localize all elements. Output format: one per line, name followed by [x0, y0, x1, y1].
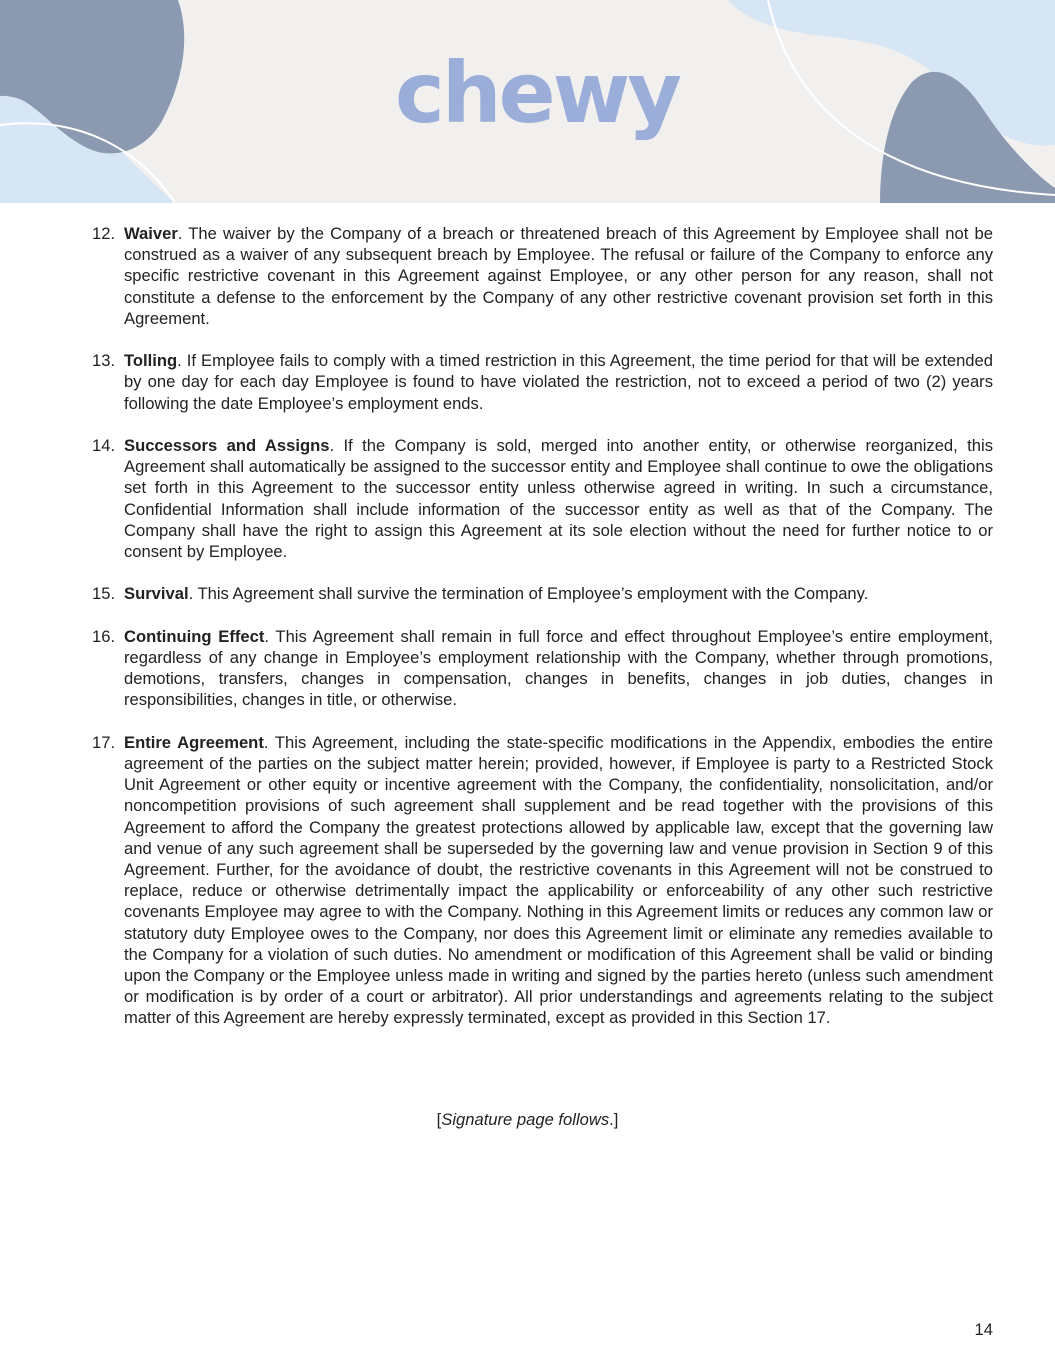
- section-text: . If Employee fails to comply with a timed restriction in this Agreement, the time period for that will be extended by one day for each day Employee is found to have violated the restriction, not to exceed a period of two (2) years following the date Employee’s employment ends.: [124, 351, 993, 413]
- section-number: 12.: [92, 224, 116, 243]
- section-number: 14.: [92, 436, 116, 455]
- signature-note: [0, 1110, 1055, 1130]
- section-heading: Successors and Assigns: [124, 436, 330, 455]
- section-heading: Survival: [124, 584, 189, 604]
- section-text: . This Agreement, including the state-specific modifications in the Appendix, embodies the entire agreement of the parties on the subject matter herein; provided, however, if Employee is party to a Restricted Stock Unit Agreement or other equity or incentive agreement with the Company, the confidentiality, nonsolicitation, and/or noncompetition provisions of such agreement shall supplement and be read together with the provisions of this Agreement to afford the Company the greatest protections allowed by applicable law, except that the governing law and venue of any such agreement shall be superseded by the governing law and venue provision in Section 9 of this Agreement. Further, for the avoidance of doubt, the restrictive covenants in this Agreement will not be construed to replace, reduce or otherwise detrimentally impact the applicability or enforceability of any other such restrictive covenants Employee may agree to with the Company. Nothing in this Agreement limits or reduces any common law or statutory duty Employee owes to the Company, nor does this Agreement limit or eliminate any remedies available to the Company for a violation of such duties. No amendment or modification of this Agreement shall be valid or binding upon the Company or the Employee unless made in writing and signed by the parties hereto (unless such amendment or modification is by order of a court or arbitrator). All prior understandings and agreements relating to the subject matter of this Agreement are hereby expressly terminated, except as provided in this Section 17.: [124, 732, 994, 1028]
- agreement-body: [87, 223, 993, 1050]
- section-number: 13.: [92, 351, 116, 371]
- page-number: 14: [974, 1320, 993, 1339]
- section-number: 17.: [92, 732, 116, 752]
- signature-close-bracket: .]: [609, 1110, 619, 1129]
- section-text: . This Agreement shall survive the termination of Employee’s employment with the Company.: [188, 584, 869, 604]
- header-decoration: [0, 0, 1055, 203]
- chewy-logo: chewy: [395, 44, 679, 142]
- signature-open-bracket: [: [436, 1110, 442, 1129]
- section-16: [87, 626, 993, 711]
- section-text: . The waiver by the Company of a breach or threatened breach of this Agreement by Employee shall not be construed as a waiver of any subsequent breach by Employee. The refusal or failure of the Company to enforce any specific restrictive covenant in this Agreement against Employee, or any other person for any reason, shall not constitute a defense to the enforcement by the Company of any other restrictive covenant provision set forth in this Agreement.: [124, 224, 993, 328]
- section-heading: Waiver: [124, 224, 178, 243]
- section-13: [87, 350, 993, 414]
- page-header-banner: [0, 0, 1055, 203]
- section-12: [87, 223, 993, 329]
- section-heading: Entire Agreement: [124, 732, 264, 752]
- section-text: . This Agreement shall remain in full force and effect throughout Employee’s entire employment, regardless of any change in Employee’s employment relationship with the Company, whether through promotions, demotions, transfers, changes in compensation, changes in benefits, changes in job duties, changes in responsibilities, changes in title, or otherwise.: [124, 626, 993, 710]
- section-heading: Continuing Effect: [124, 626, 265, 646]
- section-number: 15.: [92, 584, 116, 604]
- section-17: [87, 732, 993, 1029]
- section-heading: Tolling: [124, 351, 178, 371]
- signature-text: Signature page follows: [441, 1110, 610, 1129]
- section-text: . If the Company is sold, merged into another entity, or otherwise reorganized, this Agreement shall automatically be assigned to the successor entity and Employee shall continue to owe the obligations set forth in this Agreement to the successor entity unless otherwise agreed in writing. In such a circumstance, Confidential Information shall include information of the successor entity as well as that of the Company. The Company shall have the right to assign this Agreement at its sole election without the need for further notice to or consent by Employee.: [124, 436, 994, 562]
- section-number: 16.: [92, 626, 116, 646]
- section-15: [87, 583, 993, 604]
- section-14: [87, 435, 993, 562]
